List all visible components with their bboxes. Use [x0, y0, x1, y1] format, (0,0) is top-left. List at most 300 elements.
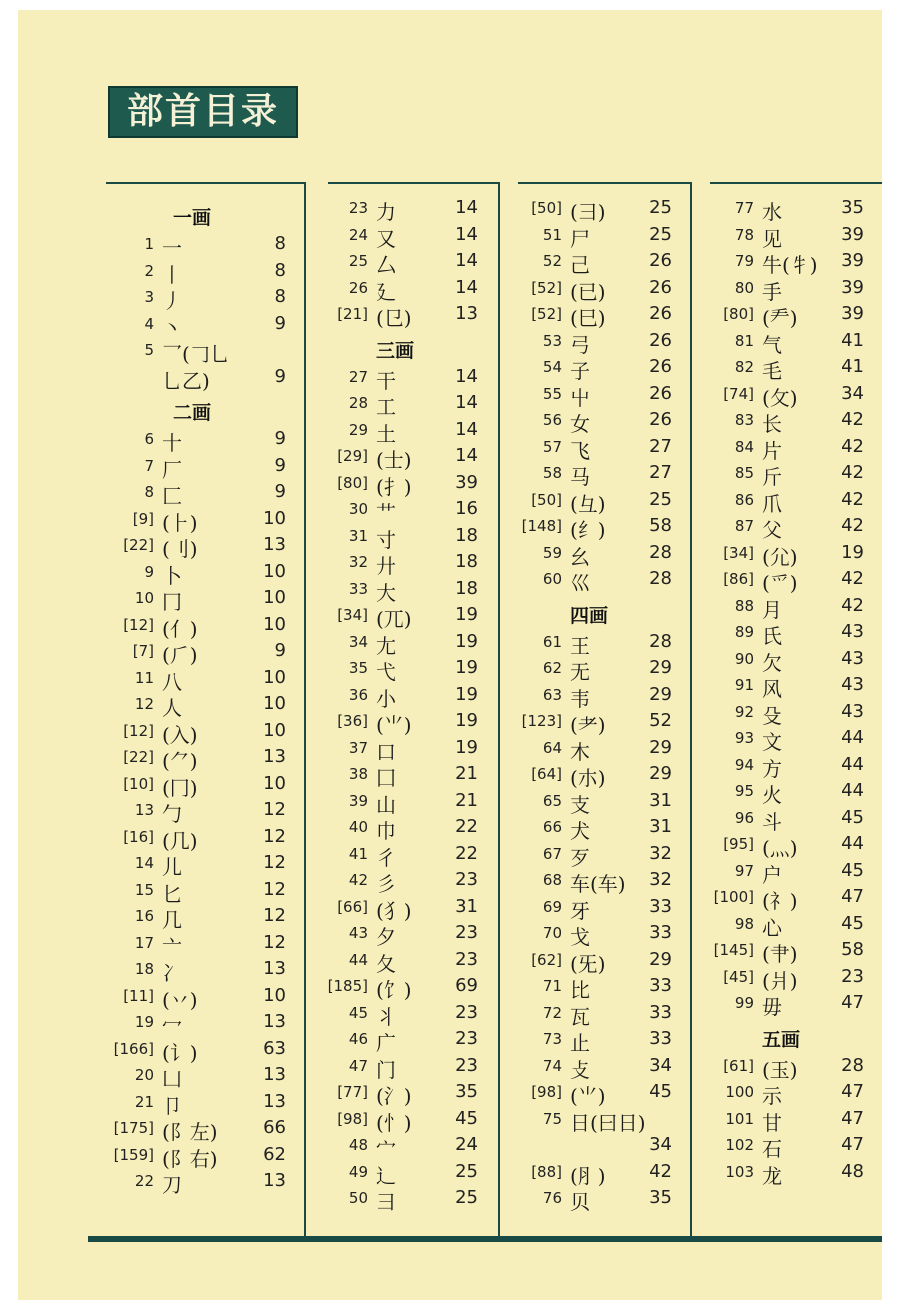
- radical-row: [692, 858, 870, 885]
- radical-glyph: 一: [162, 236, 182, 260]
- page-number: 23: [455, 869, 478, 890]
- page-number: 8: [274, 233, 286, 254]
- radical-number: 26: [348, 278, 368, 297]
- radical-row: [500, 894, 678, 921]
- page-number: 42: [841, 515, 864, 536]
- radical-glyph: 心: [762, 915, 782, 940]
- radical-glyph: 冫: [162, 961, 182, 985]
- radical-glyph: 刀: [162, 1173, 182, 1197]
- radical-row: [500, 1185, 678, 1212]
- page-number: 52: [649, 710, 672, 731]
- radical-glyph: 宀: [376, 1137, 396, 1161]
- radical-glyph: (阝左): [162, 1120, 218, 1144]
- radical-row: [306, 390, 484, 417]
- radical-glyph: 冖: [162, 1014, 182, 1038]
- radical-row: [692, 487, 870, 514]
- radical-glyph: (⺼): [570, 1163, 606, 1188]
- page-number: 43: [841, 621, 864, 642]
- radical-row: [92, 1009, 292, 1036]
- radical-glyph: 尸: [570, 226, 590, 251]
- radical-number: 25: [348, 252, 368, 270]
- radical-number: 21: [134, 1092, 154, 1111]
- column-1-top-rule: [106, 182, 304, 184]
- page-number: 29: [649, 948, 672, 970]
- radical-row: [92, 638, 292, 665]
- page-number: 9: [274, 454, 286, 476]
- radical-number: 57: [542, 437, 562, 456]
- radical-glyph: 牙: [570, 898, 590, 923]
- radical-number: 59: [542, 543, 562, 562]
- page-number: 39: [841, 276, 864, 298]
- radical-row: [92, 426, 292, 453]
- radical-glyph: 月: [762, 597, 782, 622]
- radical-number: 58: [542, 464, 562, 482]
- radical-glyph: 韦: [570, 686, 590, 711]
- radical-number: [100]: [713, 888, 754, 906]
- radical-row: [692, 275, 870, 302]
- radical-glyph: 弓: [570, 332, 590, 357]
- radical-row: [306, 1132, 484, 1159]
- radical-number: 38: [348, 765, 368, 783]
- radical-glyph: 巾: [376, 819, 396, 843]
- page-number: 26: [649, 329, 672, 351]
- page-number: 21: [455, 789, 478, 811]
- page-number: 8: [274, 286, 286, 307]
- page-number: 23: [841, 965, 864, 987]
- radical-row: [306, 761, 484, 788]
- radical-number: 46: [348, 1030, 368, 1048]
- radical-glyph: 八: [162, 669, 182, 694]
- page-number: 10: [263, 613, 286, 635]
- page-number: 33: [649, 1001, 672, 1023]
- section-heading-label: 五画: [761, 1028, 800, 1051]
- radical-row: [692, 195, 870, 222]
- radical-row: [92, 665, 292, 692]
- radical-number: 98: [734, 914, 754, 933]
- radical-row: [92, 1115, 292, 1142]
- radical-row: [92, 585, 292, 612]
- page-number: 19: [455, 736, 478, 758]
- radical-number: 2: [144, 261, 154, 280]
- radical-glyph: (士): [376, 448, 412, 472]
- page-number: 48: [841, 1160, 864, 1182]
- page-number: 13: [263, 1090, 286, 1112]
- radical-glyph: 廾: [376, 554, 396, 578]
- radical-glyph: 气: [762, 332, 782, 357]
- radical-glyph: 山: [376, 792, 396, 817]
- radical-row: [692, 725, 870, 752]
- radical-glyph: 父: [762, 518, 782, 542]
- radical-glyph: (肀): [762, 942, 798, 966]
- radical-row: [692, 672, 870, 699]
- radical-glyph: 夂: [376, 951, 396, 976]
- radical-row: [500, 354, 678, 381]
- radical-row: [92, 1142, 292, 1169]
- page-number: 45: [649, 1081, 672, 1102]
- radical-row: [92, 877, 292, 904]
- radical-glyph: (冂): [162, 775, 198, 800]
- radical-number: 101: [725, 1109, 754, 1128]
- page-number: 26: [649, 250, 672, 271]
- radical-row: [92, 532, 292, 559]
- page-number: 45: [841, 912, 864, 934]
- radical-row: [92, 258, 292, 285]
- radical-number: [148]: [521, 517, 562, 535]
- radical-glyph: (彑): [570, 491, 606, 516]
- radical-number: 60: [542, 570, 562, 588]
- radical-row: [306, 735, 484, 762]
- radical-row: [500, 814, 678, 841]
- page-number: 10: [263, 772, 286, 794]
- page-number: 27: [649, 462, 672, 483]
- radical-row: [92, 956, 292, 983]
- page-number: 14: [455, 445, 478, 466]
- radical-glyph: (朩): [570, 766, 606, 790]
- page-number: 26: [649, 409, 672, 430]
- page-number: 34: [649, 1054, 672, 1076]
- radical-glyph: 戈: [570, 925, 590, 949]
- page-number: 12: [263, 825, 286, 847]
- radical-row: [306, 443, 484, 470]
- radical-number: 4: [144, 314, 154, 333]
- radical-number: [36]: [337, 712, 368, 730]
- page-number: 43: [841, 647, 864, 669]
- radical-glyph: 无: [570, 660, 590, 684]
- radical-glyph: 欠: [762, 650, 782, 675]
- radical-row: [692, 752, 870, 779]
- radical-number: 84: [734, 437, 754, 456]
- radical-row: [306, 1079, 484, 1106]
- radical-row: [306, 947, 484, 974]
- radical-number: 86: [734, 490, 754, 509]
- radical-row: [92, 311, 292, 338]
- radical-number: 76: [542, 1189, 562, 1207]
- radical-glyph: 匕: [162, 881, 182, 906]
- radical-number: 78: [734, 225, 754, 244]
- radical-glyph: 厶: [376, 253, 396, 277]
- radical-row: [500, 434, 678, 461]
- page-number: 8: [274, 259, 286, 281]
- page-number: 9: [274, 312, 286, 334]
- radical-number: 81: [734, 331, 754, 350]
- radical-row: [500, 1000, 678, 1027]
- radical-glyph: 风: [762, 677, 782, 701]
- radical-number: [50]: [531, 199, 562, 217]
- page-number: 23: [455, 922, 478, 943]
- radical-glyph: 广: [376, 1031, 396, 1055]
- radical-number: 7: [144, 456, 154, 475]
- page-number: 10: [263, 719, 286, 741]
- radical-glyph: 勹: [162, 802, 182, 826]
- page-number: 19: [455, 604, 478, 625]
- radical-row: [92, 612, 292, 639]
- page-number: 16: [455, 498, 478, 519]
- radical-glyph: 乛(𠃌乚: [162, 342, 230, 366]
- radical-row: [500, 1079, 678, 1106]
- column-3-top-rule: [518, 182, 690, 184]
- page-number: 47: [841, 1081, 864, 1102]
- page-number: 42: [841, 488, 864, 510]
- radical-number: 44: [348, 950, 368, 969]
- radical-row: [306, 788, 484, 815]
- radical-number: 31: [348, 526, 368, 545]
- radical-glyph: 王: [570, 633, 590, 658]
- radical-number: 47: [348, 1056, 368, 1075]
- radical-glyph: (⺌): [570, 1084, 606, 1108]
- radical-row: [692, 937, 870, 964]
- page-number: 26: [649, 303, 672, 324]
- radical-number: [16]: [123, 827, 154, 846]
- radical-row: [306, 364, 484, 391]
- radical-number: [52]: [531, 278, 562, 297]
- radical-number: 22: [134, 1172, 154, 1190]
- page-number: 43: [841, 700, 864, 722]
- radical-glyph: 女: [570, 412, 590, 436]
- page-number: 33: [649, 1028, 672, 1049]
- radical-row: [692, 884, 870, 911]
- page-number: 25: [455, 1187, 478, 1208]
- radical-row: [500, 947, 678, 974]
- radical-number: [50]: [531, 490, 562, 509]
- page-number: 42: [841, 409, 864, 430]
- radical-number: 52: [542, 252, 562, 270]
- radical-row: [92, 479, 292, 506]
- radical-glyph: (礻): [762, 889, 798, 913]
- page-number: 13: [263, 1170, 286, 1191]
- radical-row: [692, 619, 870, 646]
- radical-number: [175]: [113, 1119, 154, 1137]
- page-number: 27: [649, 435, 672, 457]
- radical-glyph: 彳: [376, 845, 396, 870]
- radical-number: [29]: [337, 447, 368, 465]
- radical-row: [692, 1079, 870, 1106]
- radical-glyph: 几: [162, 908, 182, 932]
- radical-glyph: 冂: [162, 590, 182, 614]
- radical-glyph: 文: [762, 730, 782, 754]
- radical-glyph: (丷): [162, 987, 198, 1012]
- radical-number: [95]: [723, 835, 754, 853]
- radical-row: [306, 1159, 484, 1186]
- radical-row: [92, 1089, 292, 1116]
- radical-glyph: 氏: [762, 624, 782, 648]
- radical-row: [692, 248, 870, 275]
- radical-row: [306, 708, 484, 735]
- radical-number: 45: [348, 1003, 368, 1022]
- radical-number: [11]: [123, 986, 154, 1005]
- page-number: 28: [841, 1054, 864, 1076]
- page-number: 10: [263, 560, 286, 582]
- radical-row: [306, 417, 484, 444]
- radical-glyph: (扌): [376, 474, 412, 499]
- radical-number: 32: [348, 553, 368, 571]
- radical-row: [692, 1132, 870, 1159]
- radical-glyph: (⺌): [376, 713, 412, 737]
- radical-glyph: (⺊): [162, 510, 198, 535]
- page-number: 23: [455, 1054, 478, 1076]
- radical-number: 17: [134, 933, 154, 952]
- radical-glyph: (⺁): [162, 643, 198, 667]
- page-number: 26: [649, 382, 672, 404]
- radical-row: [306, 1026, 484, 1053]
- radical-row: [692, 805, 870, 832]
- radical-number: [159]: [113, 1145, 154, 1164]
- page-number: 33: [649, 975, 672, 996]
- radical-row: [692, 328, 870, 355]
- column-4: [692, 195, 870, 1188]
- radical-number: 82: [734, 358, 754, 376]
- radical-glyph: 长: [762, 412, 782, 436]
- radical-row: [500, 275, 678, 302]
- page-number: 44: [841, 833, 864, 854]
- radical-number: 77: [734, 199, 754, 217]
- page-number: 47: [841, 886, 864, 907]
- page-number: 28: [649, 541, 672, 563]
- radical-number: 70: [542, 924, 562, 942]
- radical-number: [22]: [123, 536, 154, 554]
- page-number: 47: [841, 1107, 864, 1129]
- radical-glyph: 日(曰日): [570, 1110, 646, 1135]
- radical-glyph: 儿: [162, 855, 182, 879]
- radical-glyph: 卩: [162, 1093, 182, 1118]
- radical-row: [500, 301, 678, 328]
- radical-number: [12]: [123, 721, 154, 740]
- radical-row: [500, 381, 678, 408]
- page-number: 13: [263, 746, 286, 767]
- radical-number: 79: [734, 252, 754, 270]
- radical-row: [500, 735, 678, 762]
- radical-number: 49: [348, 1162, 368, 1181]
- radical-glyph: 贝: [570, 1190, 590, 1214]
- radical-row: [306, 1000, 484, 1027]
- radical-number: 90: [734, 649, 754, 668]
- radical-row: [92, 930, 292, 957]
- radical-number: 75: [542, 1109, 562, 1128]
- radical-glyph: 攴: [570, 1057, 590, 1082]
- radical-glyph: 户: [762, 862, 782, 887]
- radical-number: [145]: [713, 941, 754, 959]
- radical-glyph: 水: [762, 200, 782, 224]
- radical-glyph: 犬: [570, 819, 590, 843]
- stroke-section-heading: [692, 1017, 870, 1053]
- radical-glyph: 屮: [570, 385, 590, 410]
- radical-number: 23: [348, 199, 368, 217]
- page-number: 42: [841, 568, 864, 589]
- radical-number: 29: [348, 420, 368, 439]
- radical-number: 87: [734, 517, 754, 535]
- radical-number: [80]: [337, 473, 368, 492]
- radical-number: 20: [134, 1066, 154, 1084]
- radical-number: 35: [348, 659, 368, 677]
- page-number: 14: [455, 250, 478, 271]
- radical-glyph: 囗: [376, 766, 396, 790]
- bottom-rule: [88, 1236, 882, 1242]
- page-number: 43: [841, 674, 864, 695]
- radical-glyph: (㔾): [376, 306, 412, 330]
- page-number: 14: [455, 223, 478, 245]
- page-number: 23: [455, 1001, 478, 1023]
- radical-number: [64]: [531, 765, 562, 783]
- radical-glyph: 幺: [570, 544, 590, 569]
- radical-glyph: (忄): [376, 1110, 412, 1135]
- radical-row: [692, 566, 870, 593]
- page-number: 39: [841, 303, 864, 324]
- radical-row: [500, 655, 678, 682]
- page-number: 31: [649, 816, 672, 837]
- radical-glyph: 飞: [570, 438, 590, 463]
- radical-number: [10]: [123, 774, 154, 793]
- radical-row: [306, 275, 484, 302]
- radical-number: [52]: [531, 305, 562, 323]
- radical-glyph: 土: [376, 421, 396, 446]
- page-number: 42: [841, 462, 864, 483]
- radical-number: 10: [134, 589, 154, 607]
- column-1: [92, 195, 292, 1195]
- radical-row: [500, 540, 678, 567]
- page-number: 13: [263, 1011, 286, 1032]
- radical-row: [306, 576, 484, 603]
- radical-number: 72: [542, 1003, 562, 1022]
- radical-glyph: 甘: [762, 1110, 782, 1135]
- radical-row: [692, 460, 870, 487]
- radical-number: 43: [348, 924, 368, 942]
- radical-row: [692, 1106, 870, 1133]
- radical-number: 16: [134, 907, 154, 925]
- radical-number: [21]: [337, 305, 368, 323]
- radical-glyph: (灬): [762, 836, 798, 860]
- radical-row: [692, 540, 870, 567]
- radical-glyph: 手: [762, 279, 782, 304]
- page-number: 58: [841, 939, 864, 960]
- section-heading-label: 二画: [172, 402, 211, 424]
- radical-glyph: (亻): [162, 616, 198, 641]
- radical-glyph: (犭): [376, 898, 412, 923]
- radical-number: 91: [734, 676, 754, 694]
- page-number: 45: [455, 1107, 478, 1129]
- page-number: 34: [841, 382, 864, 404]
- page-number: 12: [263, 852, 286, 873]
- radical-row: [692, 222, 870, 249]
- page-number: 42: [649, 1160, 672, 1182]
- radical-number: 103: [725, 1162, 754, 1181]
- radical-glyph: 示: [762, 1084, 782, 1108]
- radical-glyph: 己: [570, 253, 590, 277]
- page-number: 19: [841, 541, 864, 563]
- radical-row: [500, 513, 678, 540]
- radical-glyph: 寸: [376, 527, 396, 552]
- radical-row: [306, 655, 484, 682]
- radical-row: [500, 487, 678, 514]
- page-number: 22: [455, 842, 478, 864]
- radical-number: 9: [144, 562, 154, 581]
- page-number: 69: [455, 975, 478, 996]
- page-number: 14: [455, 392, 478, 413]
- radical-number: 50: [348, 1189, 368, 1207]
- page-number: 18: [455, 551, 478, 572]
- radical-number: 68: [542, 871, 562, 889]
- page-number: 28: [649, 630, 672, 652]
- radical-row: [692, 699, 870, 726]
- radical-glyph: 斗: [762, 809, 782, 834]
- column-3: [500, 195, 678, 1212]
- radical-row: [92, 691, 292, 718]
- radical-number: 28: [348, 394, 368, 412]
- page-number: 66: [263, 1117, 286, 1138]
- radical-glyph: 丬: [376, 1004, 396, 1029]
- radical-row: [92, 744, 292, 771]
- radical-number: 73: [542, 1030, 562, 1048]
- radical-number: 5: [144, 341, 154, 359]
- radical-glyph: 人: [162, 696, 182, 720]
